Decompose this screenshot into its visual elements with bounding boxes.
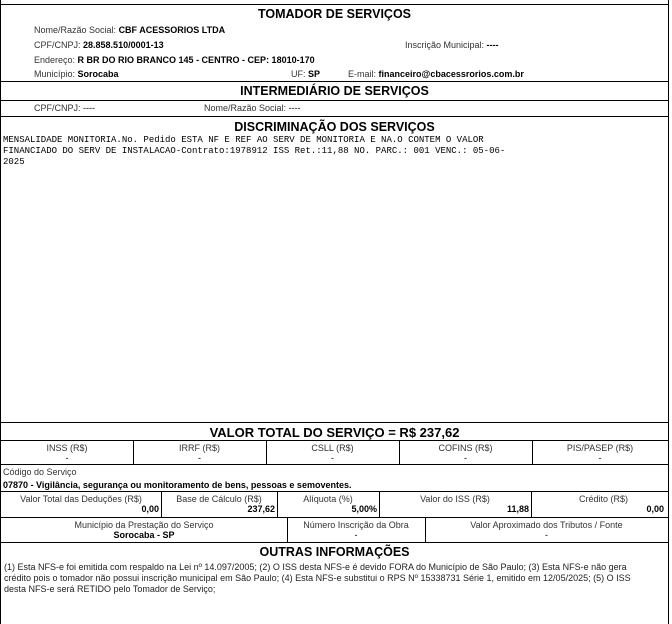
tomador-email-row [348, 69, 524, 79]
prestacao-value: Sorocaba - SP [113, 530, 175, 540]
calc-value: 5,00% [351, 504, 377, 514]
tributo-value: - [464, 453, 467, 463]
calc-value: 11,88 [506, 504, 529, 514]
tomador-uf-row [291, 69, 320, 79]
calc-value: 0,00 [646, 504, 664, 514]
tomador-nome-label: Nome/Razão Social: [34, 25, 117, 35]
tributo-csll [266, 443, 399, 463]
tributo-value: - [65, 453, 69, 463]
prestacao-obra [287, 520, 425, 540]
calc-deducoes [1, 494, 161, 514]
tributo-inss [1, 443, 133, 463]
intermediario-cpf-row [34, 103, 95, 113]
calc-label: Base de Cálculo (R$) [176, 494, 262, 504]
tributo-label: COFINS (R$) [438, 443, 493, 453]
calc-label: Valor do ISS (R$) [420, 494, 490, 504]
tomador-nome-row [34, 25, 225, 35]
tomador-cpf-label: CPF/CNPJ: [34, 40, 81, 50]
prestacao-label: Município da Prestação do Serviço [74, 520, 214, 530]
prestacao-value: - [354, 530, 358, 540]
calc-iss [379, 494, 531, 514]
divider [1, 517, 668, 518]
tomador-im-row [405, 40, 499, 50]
intermediario-cpf-label: CPF/CNPJ: [34, 103, 81, 113]
tomador-municipio: Sorocaba [77, 69, 119, 79]
divider [1, 81, 668, 82]
tomador-endereco: R BR DO RIO BRANCO 145 - CENTRO - CEP: 18010-170 [77, 55, 315, 65]
outras-title: OUTRAS INFORMAÇÕES [259, 545, 410, 559]
tributo-value: - [331, 453, 334, 463]
divider [1, 100, 668, 101]
tomador-municipio-label: Município: [34, 69, 76, 79]
divider [1, 422, 668, 423]
tributo-cofins [399, 443, 532, 463]
tomador-cpf: 28.858.510/0001-13 [83, 40, 164, 50]
intermediario-cpf: ---- [83, 103, 96, 113]
divider [1, 464, 668, 465]
tomador-email: financeiro@cbacessrorios.com.br [378, 69, 524, 79]
divider [1, 116, 668, 117]
calc-label: Crédito (R$) [578, 494, 628, 504]
valor-total: VALOR TOTAL DO SERVIÇO = R$ 237,62 [209, 425, 460, 440]
tomador-uf: SP [308, 69, 321, 79]
calc-label: Alíquota (%) [303, 494, 353, 504]
tomador-im-label: Inscrição Municipal: [405, 40, 485, 50]
tributo-label: CSLL (R$) [311, 443, 354, 453]
calc-aliquota [277, 494, 379, 514]
divider [1, 542, 668, 543]
tomador-endereco-row [34, 55, 315, 65]
tributo-irrf [133, 443, 266, 463]
divider [1, 4, 668, 5]
intermediario-nome-row [204, 103, 301, 113]
tomador-cpf-row [34, 40, 164, 50]
tributo-value: - [198, 453, 201, 463]
intermediario-title: INTERMEDIÁRIO DE SERVIÇOS [240, 84, 429, 98]
calc-base [161, 494, 277, 514]
calc-credito [531, 494, 668, 514]
tributo-label: INSS (R$) [46, 443, 88, 453]
prestacao-tributos [425, 520, 668, 540]
tomador-uf-label: UF: [291, 69, 306, 79]
prestacao-label: Valor Aproximado dos Tributos / Fonte [470, 520, 623, 530]
codigo-servico-value: 07870 - Vigilância, segurança ou monitoramento de bens, pessoas e semoventes. [3, 480, 352, 490]
intermediario-nome-label: Nome/Razão Social: [204, 103, 287, 113]
calc-value: 237,62 [247, 504, 275, 514]
tomador-im: ---- [486, 40, 499, 50]
tributo-label: PIS/PASEP (R$) [566, 443, 634, 453]
discriminacao-title: DISCRIMINAÇÃO DOS SERVIÇOS [234, 120, 435, 134]
divider [1, 491, 668, 492]
tomador-municipio-row [34, 69, 119, 79]
prestacao-value: - [545, 530, 548, 540]
calc-label: Valor Total das Deduções (R$) [20, 494, 142, 504]
tributo-value: - [598, 453, 602, 463]
tributo-pis [532, 443, 668, 463]
calc-value: 0,00 [141, 504, 159, 514]
outras-text: (1) Esta NFS-e foi emitida com respaldo na Lei nº 14.097/2005; (2) O ISS desta NFS-e é devido FORA do Município de São Paulo; (3) Esta NFS-e não gera crédito pois o tomador não possui inscrição municipal em São Paulo; (4) Esta NFS-e substitui o RPS Nº 15338731 Série 1, emitido em 12/05/2025; (5) O ISS desta NFS-e será RETIDO pelo Tomador de Serviço; [4, 562, 631, 594]
tomador-email-label: E-mail: [348, 69, 377, 79]
intermediario-nome: ---- [288, 103, 301, 113]
discriminacao-text: MENSALIDADE MONITORIA.No. Pedido ESTA NF E REF AO SERV DE MONITORIA E NA.O CONTEM O VALOR FINANCIADO DO SERV DE INSTALACAO-Contrato:1978912 ISS Ret.:11,88 NO. PARC.: 001 VENC.: 05-06- 2025 [3, 135, 506, 167]
codigo-servico-label: Código do Serviço [3, 467, 77, 477]
divider [1, 440, 668, 441]
tributo-label: IRRF (R$) [179, 443, 220, 453]
tomador-endereco-label: Endereço: [34, 55, 76, 65]
prestacao-municipio [1, 520, 287, 540]
tomador-title: TOMADOR DE SERVIÇOS [257, 7, 412, 21]
prestacao-label: Número Inscrição da Obra [303, 520, 409, 530]
tomador-nome: CBF ACESSORIOS LTDA [118, 25, 226, 35]
